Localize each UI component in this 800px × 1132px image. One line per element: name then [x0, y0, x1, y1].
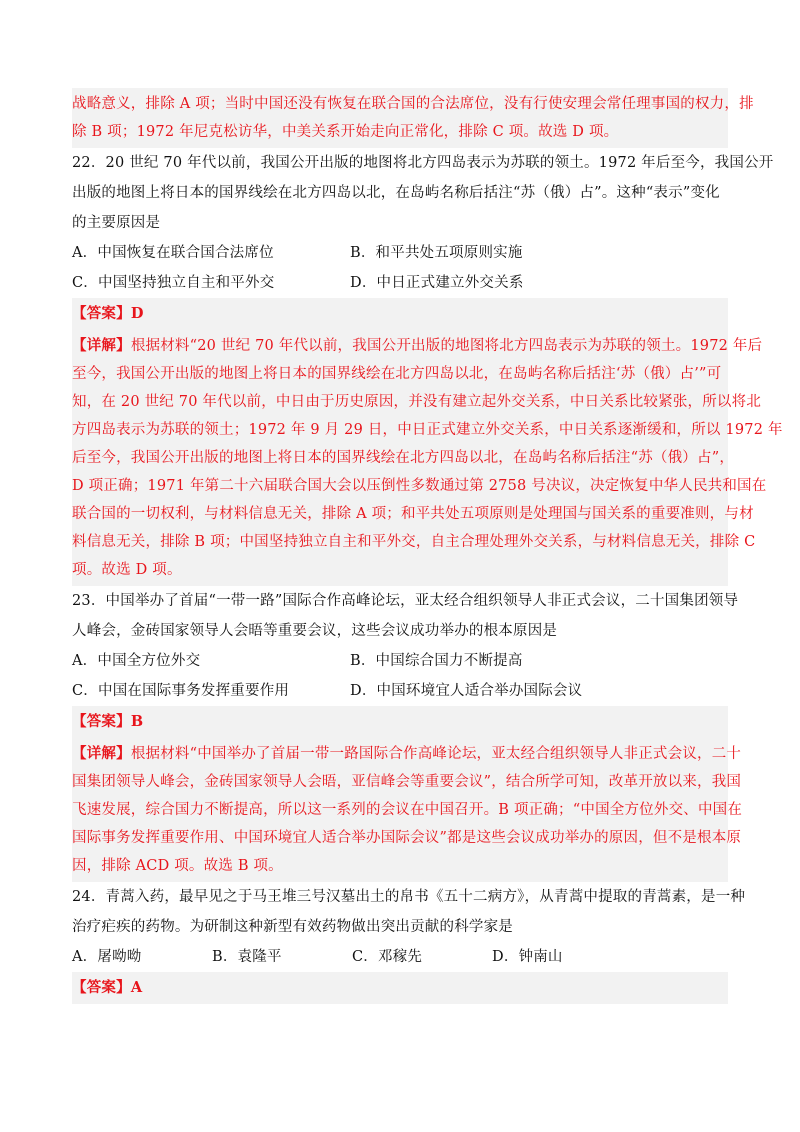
detail-line	[72, 852, 728, 880]
options-row	[72, 942, 728, 972]
options-row	[72, 268, 728, 298]
option: B．中国综合国力不断提高	[350, 653, 523, 669]
detail-line	[72, 388, 762, 416]
detail-line	[72, 796, 743, 824]
detail-box	[72, 330, 783, 586]
detail-label: 【详解】	[72, 337, 131, 354]
options-row	[72, 646, 728, 676]
option: D．钟南山	[492, 949, 563, 965]
detail-text: 国集团领导人峰会，金砖国家领导人会晤，亚信峰会等重要会议”，结合所学可知，改革开放以来，我国	[72, 774, 742, 790]
detail-line	[72, 824, 742, 852]
answer-line	[72, 300, 728, 328]
answer-value: B	[130, 713, 144, 730]
document-page	[72, 88, 783, 1004]
answer-box	[72, 972, 728, 1004]
detail-label: 【详解】	[72, 745, 131, 762]
question-line: 治疗疟疾的药物。为研制这种新型有效药物做出突出贡献的科学家是	[72, 919, 513, 935]
detail-box	[72, 738, 743, 882]
detail-line	[72, 740, 742, 768]
detail-text: 因，排除 ACD 项。故选 B 项。	[72, 858, 283, 874]
detail-text: D 项正确；1971 年第二十六届联合国大会以压倒性多数通过第 2758 号决议，决定恢复中华人民共和国在	[72, 478, 767, 494]
answer-box	[72, 706, 728, 738]
option: B．和平共处五项原则实施	[350, 245, 523, 261]
options-row	[72, 238, 728, 268]
answer-line	[72, 708, 728, 736]
detail-line	[72, 768, 742, 796]
detail-text: 联合国的一切权利，与材料信息无关，排除 A 项；和平共处五项原则是处理国与国关系的重要准则，与材	[72, 506, 754, 522]
answer-line	[72, 974, 728, 1002]
question-line: 23．中国举办了首届“一带一路”国际合作高峰论坛，亚太经合组织领导人非正式会议，二十国集团领导	[72, 593, 739, 609]
detail-line	[72, 556, 728, 584]
options-row	[72, 676, 728, 706]
detail-text: 根据材料“20 世纪 70 年代以前，我国公开出版的地图将北方四岛表示为苏联的领土。1972 年后	[130, 338, 763, 354]
option: C．中国在国际事务发挥重要作用	[72, 683, 290, 699]
detail-text: 后至今，我国公开出版的地图上将日本的国界线绘在北方四岛以北，在岛屿名称后括注“苏（俄）占”，	[72, 450, 735, 466]
answer-label: 【答案】	[72, 979, 131, 996]
option: C．中国坚持独立自主和平外交	[72, 275, 275, 291]
detail-text: 国际事务发挥重要作用、中国环境宜人适合举办国际会议”都是这些会议成功举办的原因，但不是根本原	[72, 830, 742, 846]
option: A．中国恢复在联合国合法席位	[72, 245, 274, 261]
option: D．中国环境宜人适合举办国际会议	[350, 683, 583, 699]
answer-box	[72, 298, 728, 330]
explanation-line: 战略意义，排除 A 项；当时中国还没有恢复在联合国的合法席位，没有行使安理会常任理事国的权力，排	[72, 96, 754, 112]
detail-line	[72, 472, 767, 500]
detail-line	[72, 416, 783, 444]
detail-line	[72, 528, 756, 556]
detail-text: 料信息无关，排除 B 项；中国坚持独立自主和平外交，自主合理处理外交关系，与材料信息无关，排除 C	[72, 534, 756, 550]
answer-label: 【答案】	[72, 305, 131, 322]
answer-value: D	[130, 305, 144, 322]
question-line: 22．20 世纪 70 年代以前，我国公开出版的地图将北方四岛表示为苏联的领土。1972 年后至今，我国公开	[72, 155, 774, 171]
option: B．袁隆平	[212, 949, 282, 965]
detail-text: 方四岛表示为苏联的领土；1972 年 9 月 29 日，中日正式建立外交关系，中日关系逐渐缓和，所以 1972 年	[72, 422, 783, 438]
detail-text: 知，在 20 世纪 70 年代以前，中日由于历史原因，并没有建立起外交关系，中日关系比较紧张，所以将北	[72, 394, 762, 410]
option: C．邓稼先	[352, 949, 423, 965]
detail-line	[72, 360, 728, 388]
detail-text: 项。故选 D 项。	[72, 562, 182, 578]
detail-line	[72, 500, 754, 528]
detail-text: 至今，我国公开出版的地图上将日本的国界线绘在北方四岛以北，在岛屿名称后括注‘苏（俄）占’”可	[72, 366, 722, 382]
detail-text: 飞速发展，综合国力不断提高，所以这一系列的会议在中国召开。B 项正确；“中国全方位外交、中国在	[72, 802, 743, 818]
question-line: 的主要原因是	[72, 215, 161, 231]
option: A．屠呦呦	[72, 949, 142, 965]
answer-value: A	[130, 979, 143, 996]
option: D．中日正式建立外交关系	[350, 275, 524, 291]
explanation-continuation	[72, 88, 754, 148]
option: A．中国全方位外交	[72, 653, 201, 669]
question-line: 24．青蒿入药，最早见之于马王堆三号汉墓出土的帛书《五十二病方》，从青蒿中提取的青蒿素，是一种	[72, 889, 746, 905]
explanation-line: 除 B 项；1972 年尼克松访华，中美关系开始走向正常化，排除 C 项。故选 D 项。	[72, 124, 619, 140]
detail-line	[72, 444, 735, 472]
answer-label: 【答案】	[72, 713, 131, 730]
detail-line	[72, 332, 763, 360]
detail-text: 根据材料“中国举办了首届一带一路国际合作高峰论坛，亚太经合组织领导人非正式会议，二十	[130, 746, 742, 762]
question-line: 出版的地图上将日本的国界线绘在北方四岛以北，在岛屿名称后括注“苏（俄）占”。这种“表示”变化	[72, 185, 720, 201]
question-line: 人峰会，金砖国家领导人会晤等重要会议，这些会议成功举办的根本原因是	[72, 623, 558, 639]
